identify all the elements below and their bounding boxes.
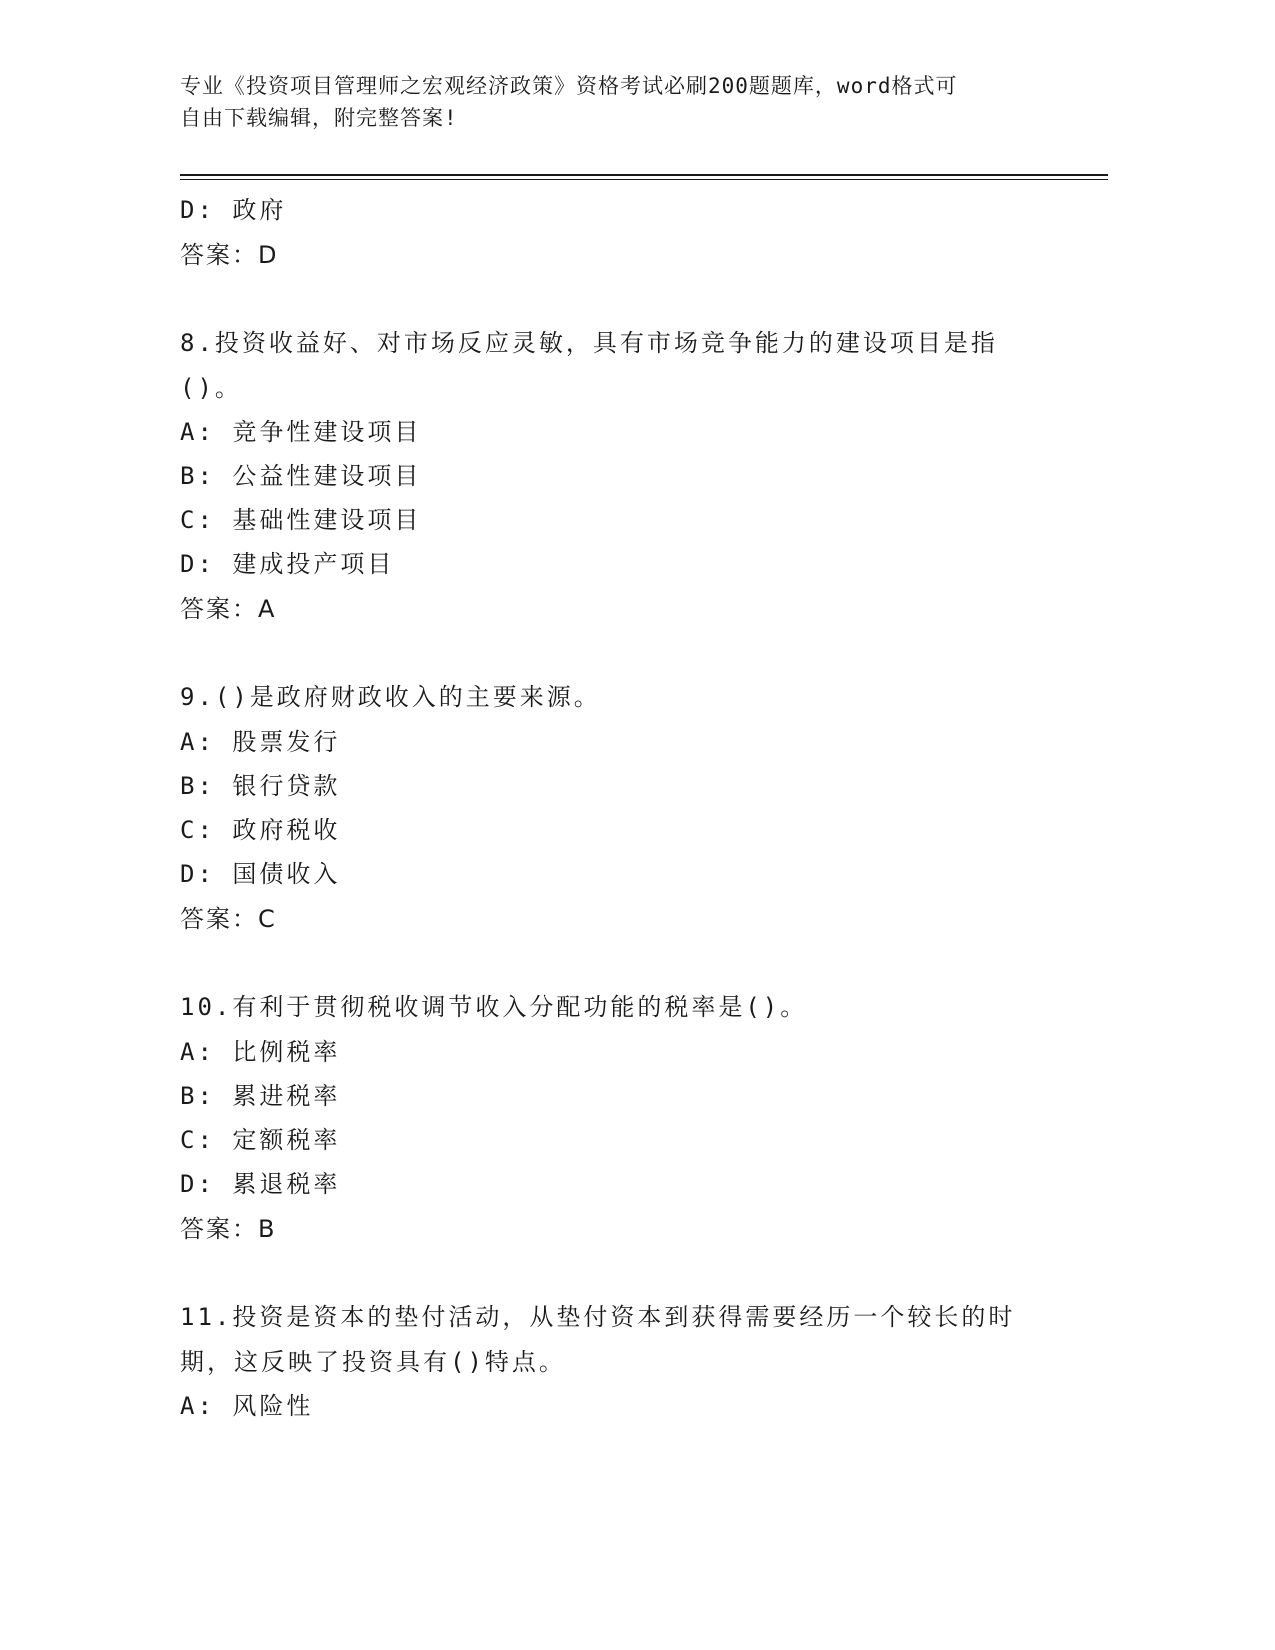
q9-option-a: A: 股票发行 xyxy=(180,728,341,756)
q7-option-d: D: 政府 xyxy=(180,196,287,224)
q9-option-c: C: 政府税收 xyxy=(180,816,341,844)
q8-title-line-2: ()。 xyxy=(180,374,242,402)
document-header xyxy=(180,70,1080,134)
question-list xyxy=(180,188,1080,1428)
header-line-1: 专业《投资项目管理师之宏观经济政策》资格考试必刷200题题库，word格式可 xyxy=(180,74,958,98)
q11-title-line-1: 11.投资是资本的垫付活动，从垫付资本到获得需要经历一个较长的时 xyxy=(180,1303,1016,1331)
q8-option-c: C: 基础性建设项目 xyxy=(180,506,422,534)
q8-answer: 答案：A xyxy=(180,595,277,623)
q9-title: 9.()是政府财政收入的主要来源。 xyxy=(180,683,601,711)
q9-answer: 答案：C xyxy=(180,905,277,933)
q8-option-d: D: 建成投产项目 xyxy=(180,550,395,578)
q11-option-a: A: 风险性 xyxy=(180,1392,314,1420)
header-line-2: 自由下载编辑，附完整答案! xyxy=(180,106,458,130)
header-divider-thin xyxy=(180,179,1108,180)
q7-answer: 答案：D xyxy=(180,241,279,269)
q10-title: 10.有利于贯彻税收调节收入分配功能的税率是()。 xyxy=(180,993,808,1021)
q10-answer: 答案：B xyxy=(180,1215,277,1243)
q9-option-d: D: 国债收入 xyxy=(180,860,341,888)
q8-option-b: B: 公益性建设项目 xyxy=(180,462,422,490)
question-8 xyxy=(180,320,1080,632)
question-11 xyxy=(180,1294,1080,1428)
q10-option-a: A: 比例税率 xyxy=(180,1038,341,1066)
q8-option-a: A: 竞争性建设项目 xyxy=(180,418,422,446)
question-10 xyxy=(180,984,1080,1252)
q9-option-b: B: 银行贷款 xyxy=(180,772,341,800)
q11-title-line-2: 期，这反映了投资具有()特点。 xyxy=(180,1348,566,1376)
q10-option-d: D: 累退税率 xyxy=(180,1170,341,1198)
q8-title-line-1: 8.投资收益好、对市场反应灵敏，具有市场竞争能力的建设项目是指 xyxy=(180,329,998,357)
question-9 xyxy=(180,674,1080,942)
q10-option-b: B: 累进税率 xyxy=(180,1082,341,1110)
q10-option-c: C: 定额税率 xyxy=(180,1126,341,1154)
header-divider-thick xyxy=(180,174,1108,176)
